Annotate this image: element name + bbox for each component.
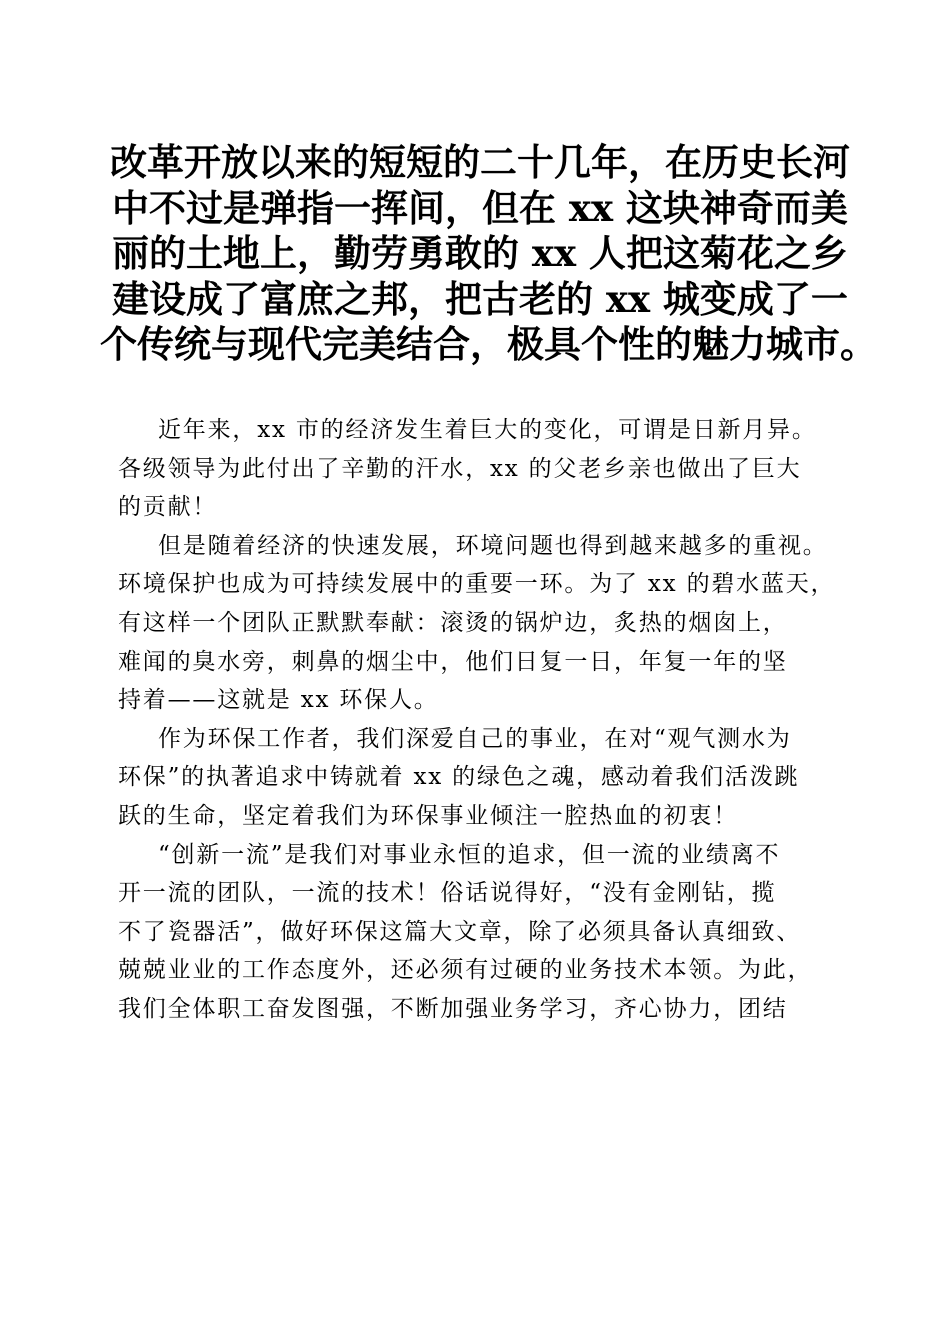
text-line: 近年来，xx 市的经济发生着巨大的变化，可谓是日新月异。 [158, 417, 817, 443]
text-line: 我们全体职工奋发图强，不断加强业务学习，齐心协力，团结 [118, 995, 788, 1022]
text-line: 作为环保工作者，我们深爱自己的事业，在对“观气测水为 [158, 725, 792, 752]
document-title [100, 140, 877, 368]
text-line: 环保”的执著追求中铸就着 xx 的绿色之魂，感动着我们活泼跳 [118, 764, 800, 791]
text-line: 持着——这就是 xx 环保人。 [118, 687, 439, 714]
text-line: 的贡献！ [118, 494, 218, 521]
text-line: 有这样一个团队正默默奉献：滚烫的锅炉边，炙热的烟囱上， [118, 609, 788, 636]
text-line: 各级领导为此付出了辛勤的汗水，xx 的父老乡亲也做出了巨大 [118, 455, 802, 482]
text-line: 但是随着经济的快速发展，环境问题也得到越来越多的重视。 [158, 532, 828, 559]
paragraph-1 [118, 411, 858, 527]
document-body [118, 411, 858, 1029]
text-line: 开一流的团队，一流的技术！俗话说得好，“没有金刚钻，揽 [118, 880, 777, 907]
title-line: 中不过是弹指一挥间，但在 xx 这块神奇而美 [112, 185, 848, 230]
title-line: 改革开放以来的短短的二十几年，在历史长河 [110, 140, 850, 184]
text-line: 难闻的臭水旁，刺鼻的烟尘中，他们日复一日，年复一年的坚 [118, 648, 788, 675]
text-line: 环境保护也成为可持续发展中的重要一环。为了 xx 的碧水蓝天， [118, 571, 836, 598]
text-line: 兢兢业业的工作态度外，还必须有过硬的业务技术本领。为此， [118, 957, 813, 984]
paragraph-4 [118, 836, 858, 1029]
title-line: 丽的土地上，勤劳勇敢的 xx 人把这菊花之乡 [112, 231, 848, 275]
text-line: “创新一流”是我们对事业永恒的追求，但一流的业绩离不 [158, 841, 781, 868]
title-line: 个传统与现代完美结合，极具个性的魅力城市。 [100, 322, 877, 366]
paragraph-2 [118, 527, 858, 720]
title-line: 建设成了富庶之邦，把古老的 xx 城变成了一 [112, 276, 848, 321]
text-line: 不了瓷器活”，做好环保这篇大文章，除了必须具备认真细致、 [118, 918, 802, 945]
text-line: 跃的生命，坚定着我们为环保事业倾注一腔热血的初衷！ [118, 802, 738, 829]
paragraph-3 [118, 720, 858, 836]
